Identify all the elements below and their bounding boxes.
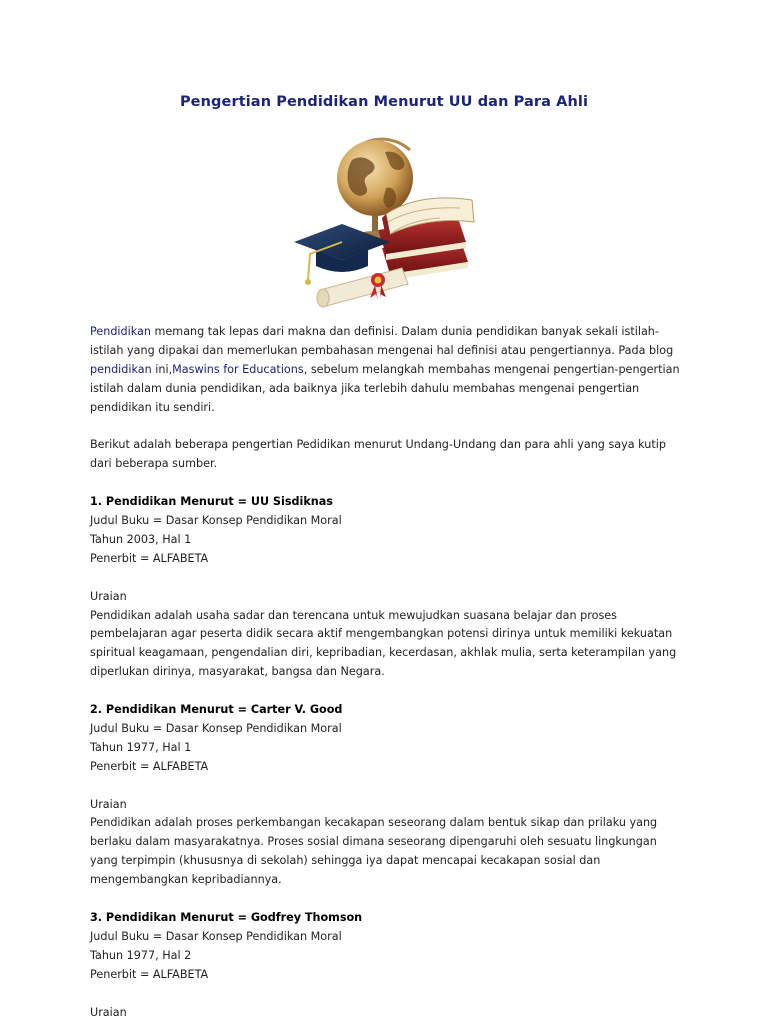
section-book: Judul Buku = Dasar Konsep Pendidikan Moral — [90, 514, 342, 528]
section-publisher: Penerbit = ALFABETA — [90, 967, 209, 981]
section-uraian: Pendidikan adalah usaha sadar dan terencana untuk mewujudkan suasana belajar dan proses pembelajaran agar peserta didik secara aktif mengembangkan potensi dirinya untuk memiliki kekuatan spiritual keagamaan, pengendalian diri, kepribadian, kecerdasan, akhlak mulia, serta keterampilan yang diperlukan dirinya, masyarakat, bangsa dan Negara. — [90, 608, 677, 679]
section-uraian-label: Uraian — [90, 589, 127, 603]
section-year: Tahun 1977, Hal 2 — [90, 948, 192, 962]
section-publisher: Penerbit = ALFABETA — [90, 759, 209, 773]
link-maswins[interactable]: Maswins for Educations — [172, 362, 304, 376]
section-publisher: Penerbit = ALFABETA — [90, 551, 209, 565]
section-book: Judul Buku = Dasar Konsep Pendidikan Moral — [90, 929, 342, 943]
section-year: Tahun 2003, Hal 1 — [90, 532, 192, 546]
link-pendidikan[interactable]: Pendidikan — [90, 325, 151, 338]
page-title: Pengertian Pendidikan Menurut UU dan Para Ahli — [179, 94, 589, 110]
lead-paragraph: Berikut adalah beberapa pengertian Pedidikan menurut Undang-Undang dan para ahli yang saya kutip dari beberapa sumber. — [90, 438, 666, 471]
article-body — [90, 323, 685, 1022]
link-pendidikan-blog[interactable]: pendidikan — [90, 362, 152, 376]
section-book: Judul Buku = Dasar Konsep Pendidikan Moral — [90, 721, 342, 735]
section-uraian-label: Uraian — [90, 797, 127, 811]
section-uraian-label: Uraian — [90, 1005, 127, 1019]
section-heading: 2. Pendidikan Menurut = Carter V. Good — [90, 703, 343, 717]
section-uraian: Pendidikan adalah proses perkembangan kecakapan seseorang dalam bentuk sikap dan prilaku yang berlaku dalam masyarakatnya. Proses sosial dimana seseorang dipengaruhi oleh sesuatu lingkungan yang terpimpin (khususnya di sekolah) sehingga iya dapat mencapai kecakapan sosial dan mengembangkan kepribadiannya. — [90, 816, 658, 887]
section-year: Tahun 1977, Hal 1 — [90, 740, 192, 754]
intro-paragraph: Pendidikan memang tak lepas dari makna dan definisi. Dalam dunia pendidikan banyak sekali istilah-istilah yang dipakai dan memerlukan pembahasan mengenai hal definisi atau pengertiannya. Pada blog pendidikan ini,Maswins for Educations, sebelum melangkah membahas mengenai pengertian-pengertian istilah dalam dunia pendidikan, ada baiknya jika terlebih dahulu membahas mengenai pengertian pendidikan itu sendiri. — [90, 325, 680, 414]
education-illustration — [290, 130, 480, 320]
section-heading: 3. Pendidikan Menurut = Godfrey Thomson — [90, 911, 363, 924]
section-heading: 1. Pendidikan Menurut = UU Sisdiknas — [90, 495, 333, 509]
